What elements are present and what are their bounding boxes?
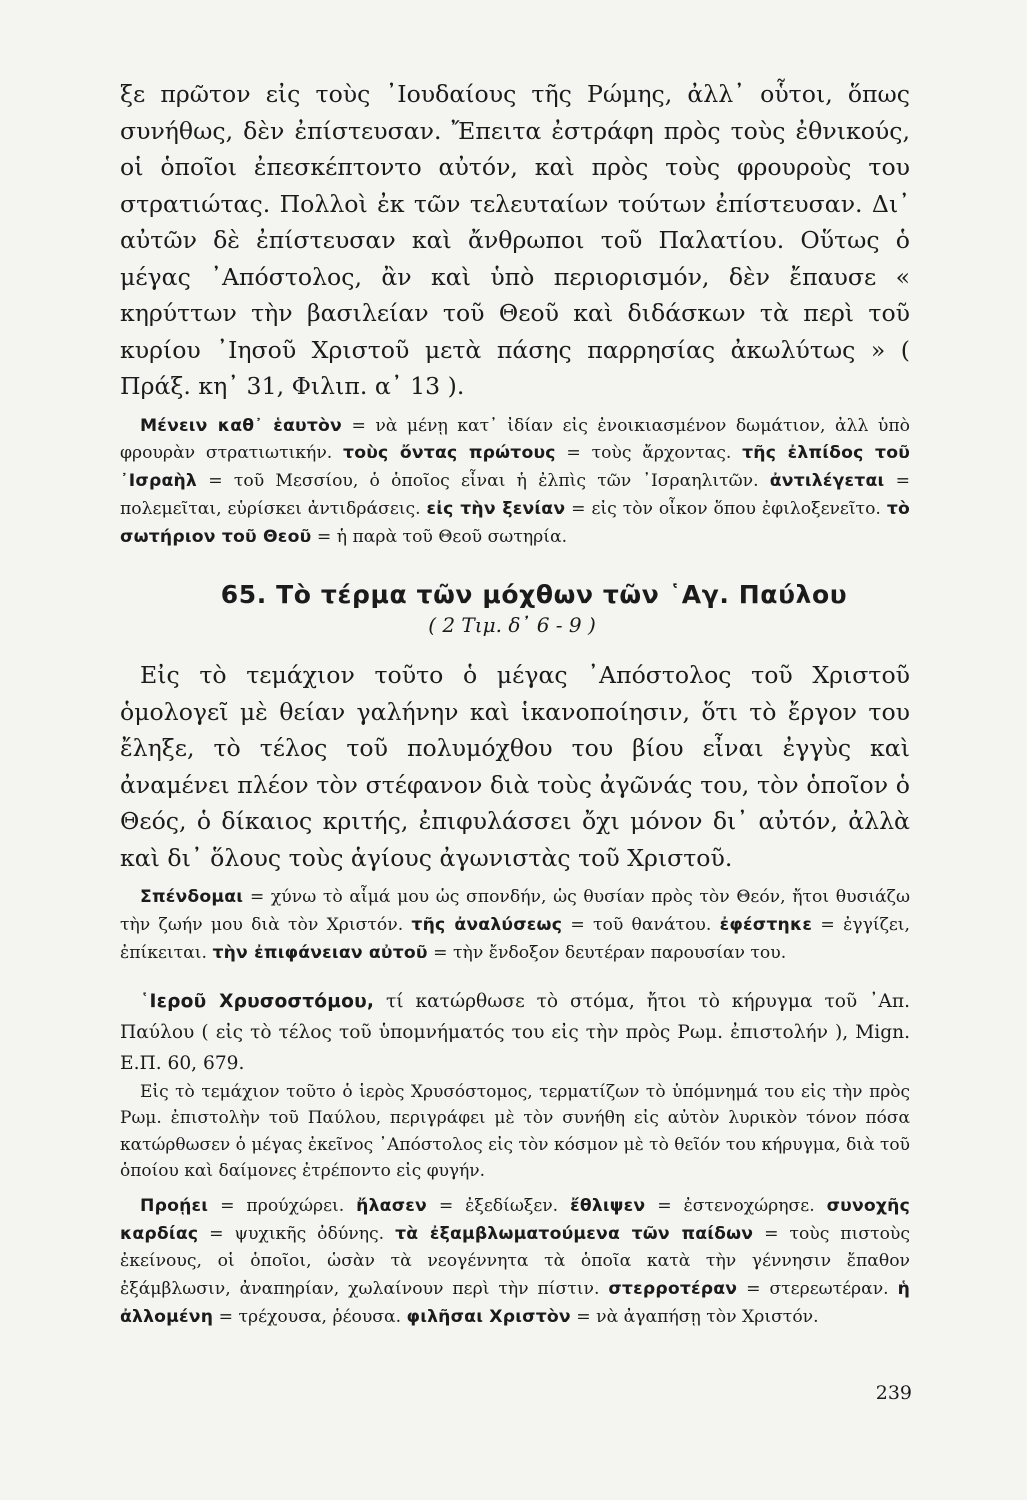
gloss-def: = τρέχουσα, ῥέουσα. <box>213 1307 407 1328</box>
gloss-term: Προῄει <box>140 1195 209 1216</box>
gloss-term: Σπένδομαι <box>140 887 244 908</box>
gloss-term: εἰς τὴν ξενίαν <box>426 498 566 519</box>
gloss-term: συνοχῆς καρδίας <box>120 1195 910 1244</box>
gloss-def: = νὰ μένῃ κατ᾿ ἰδίαν εἰς ἐνοικιασμένον δωμάτιον, ἀλλ ὑπὸ φρουρὰν στρατιωτικήν. <box>120 415 910 464</box>
chrysostom-citation <box>120 986 910 1079</box>
gloss-term: τοὺς ὄντας πρώτους <box>343 443 556 464</box>
text-column <box>120 76 910 1332</box>
gloss-def: = ἐξεδίωξεν. <box>426 1195 571 1216</box>
gloss-term: ἐφέστηκε <box>719 915 813 936</box>
section-heading: 65. Τὸ τέρμα τῶν μόχθων τῶν ῾Αγ. Παύλου <box>220 580 848 610</box>
citation-text: τί κατώρθωσε τὸ στόμα, ἤτοι τὸ κήρυγμα τοῦ ᾿Απ. Παύλου ( εἰς τὸ τέλος τοῦ ὑπομνήματός του εἰς τὴν πρὸς Ρωμ. ἐπιστολήν ), Mign. Ε.Π. 60, 679. <box>120 990 910 1074</box>
gloss-term: ἀντιλέγεται <box>769 471 885 492</box>
gloss-def: = τοῦ θανάτου. <box>562 915 720 936</box>
main-paragraph: Εἰς τὸ τεμάχιον τοῦτο ὁ μέγας ᾿Απόστολος τοῦ Χριστοῦ ὁμολογεῖ μὲ θείαν γαλήνην καὶ ἱκανοποίησιν, ὅτι τὸ ἔργον του ἔληξε, τὸ τέλος τοῦ πολυμόχθου του βίου εἶναι ἐγγὺς καὶ ἀναμένει πλέον τὸν στέφανον διὰ τοὺς ἀγῶνάς του, τὸν ὁποῖον ὁ Θεός, ὁ δίκαιος κριτής, ἐπιφυλάσσει ὄχι μόνον δι᾿ αὐτόν, ἀλλὰ καὶ δι᾿ ὅλους τοὺς ἁγίους ἀγωνιστὰς τοῦ Χριστοῦ. <box>120 661 910 872</box>
glossary-block-1 <box>120 413 910 552</box>
gloss-def: = τὴν ἔνδοξον δευτέραν παρουσίαν του. <box>427 943 787 964</box>
gloss-term: στερροτέραν <box>608 1279 738 1300</box>
gloss-term: τὰ ἐξαμβλωματούμενα τῶν παίδων <box>395 1223 754 1244</box>
gloss-term: ἡ ἀλλομένη <box>120 1279 910 1328</box>
chrysostom-summary: Εἰς τὸ τεμάχιον τοῦτο ὁ ἱερὸς Χρυσόστομος, τερματίζων τὸ ὑπόμνημά του εἰς τὴν πρὸς Ρωμ. ἐπιστολὴν τοῦ Παύλου, περιγράφει μὲ τὸν συνήθη εἰς αὐτὸν λυρικὸν τόνον πόσα κατώρθωσεν ὁ μέγας ἐκεῖνος ᾿Απόστολος εἰς τὸν κόσμον μὲ τὸ θεῖόν του κήρυγμα, διὰ τοῦ ὁποίου καὶ δαίμονες ἐτρέποντο εἰς φυγήν. <box>120 1081 910 1182</box>
gloss-def: = εἰς τὸν οἶκον ὅπου ἐφιλοξενεῖτο. <box>565 498 887 519</box>
citation-title: ῾Ιεροῦ Χρυσοστόμου, <box>140 990 375 1012</box>
gloss-term: ἤλασεν <box>356 1195 427 1216</box>
gloss-def: = ἐγγίζει, ἐπίκειται. <box>120 915 910 964</box>
gloss-def: = τοὺς ἄρχοντας. <box>555 443 743 464</box>
glossary-block-3 <box>120 1193 910 1332</box>
page-number: 239 <box>875 1382 912 1404</box>
gloss-term: τὸ σωτήριον τοῦ Θεοῦ <box>120 498 910 547</box>
gloss-term: φιλῆσαι Χριστὸν <box>406 1307 571 1328</box>
gloss-def: = νὰ ἀγαπήσῃ τὸν Χριστόν. <box>570 1307 819 1328</box>
gloss-def: = ἡ παρὰ τοῦ Θεοῦ σωτηρία. <box>311 526 568 547</box>
gloss-term: Μένειν καθ᾿ ἑαυτὸν <box>140 415 342 436</box>
gloss-def: = τοῦ Μεσσίου, ὁ ὁποῖος εἶναι ἡ ἐλπὶς τῶν ᾿Ισραηλιτῶν. <box>197 471 770 492</box>
gloss-def: = τοὺς πιστοὺς ἐκείνους, οἱ ὁποῖοι, ὡσὰν τὰ νεογέννητα τὰ ὁποῖα κατὰ τὴν γέννησιν ἔπαθον ἐξάμβλωσιν, ἀναπηρίαν, χωλαίνουν περὶ τὴν πίστιν. <box>120 1223 911 1300</box>
gloss-term: τῆς ἐλπίδος τοῦ ᾿Ισραὴλ <box>120 443 911 492</box>
gloss-def: = στερεωτέραν. <box>737 1279 898 1300</box>
gloss-def: = ψυχικῆς ὀδύνης. <box>198 1223 396 1244</box>
gloss-term: ἔθλιψεν <box>570 1195 646 1216</box>
gloss-term: τῆς ἀναλύσεως <box>411 915 563 936</box>
intro-paragraph: ξε πρῶτον εἰς τοὺς ᾿Ιουδαίους τῆς Ρώμης, ἀλλ᾿ οὗτοι, ὅπως συνήθως, δὲν ἐπίστευσαν. Ἔπειτα ἐστράφη πρὸς τοὺς ἐθνικούς, οἱ ὁποῖοι ἐπεσκέπτοντο αὐτόν, καὶ πρὸς τοὺς φρουροὺς του στρατιώτας. Πολλοὶ ἐκ τῶν τελευταίων τούτων ἐπίστευσαν. Δι᾿ αὐτῶν δὲ ἐπίστευσαν καὶ ἄνθρωποι τοῦ Παλατίου. Οὕτως ὁ μέγας ᾿Απόστολος, ἂν καὶ ὑπὸ περιορισμόν, δὲν ἔπαυσε « κηρύττων τὴν βασιλείαν τοῦ Θεοῦ καὶ διδάσκων τὰ περὶ τοῦ κυρίου ᾿Ιησοῦ Χριστοῦ μετὰ πάσης παρρησίας ἀκωλύτως » ( Πράξ. κη᾿ 31, Φιλιπ. α᾿ 13 ). <box>120 80 910 400</box>
gloss-def: = πολεμεῖται, εὑρίσκει ἀντιδράσεις. <box>120 471 910 519</box>
gloss-term: τὴν ἐπιφάνειαν αὐτοῦ <box>212 943 428 964</box>
glossary-block-2 <box>120 884 910 967</box>
gloss-def: = ἐστενοχώρησε. <box>645 1195 827 1216</box>
section-reference: ( 2 Τιμ. δ᾿ 6 - 9 ) <box>428 613 596 638</box>
gloss-def: = χύνω τὸ αἷμά μου ὡς σπονδήν, ὡς θυσίαν πρὸς τὸν Θεόν, ἤτοι θυσιάζω τὴν ζωήν μου διὰ τὸν Χριστόν. <box>120 887 910 936</box>
gloss-def: = προύχώρει. <box>208 1195 357 1216</box>
